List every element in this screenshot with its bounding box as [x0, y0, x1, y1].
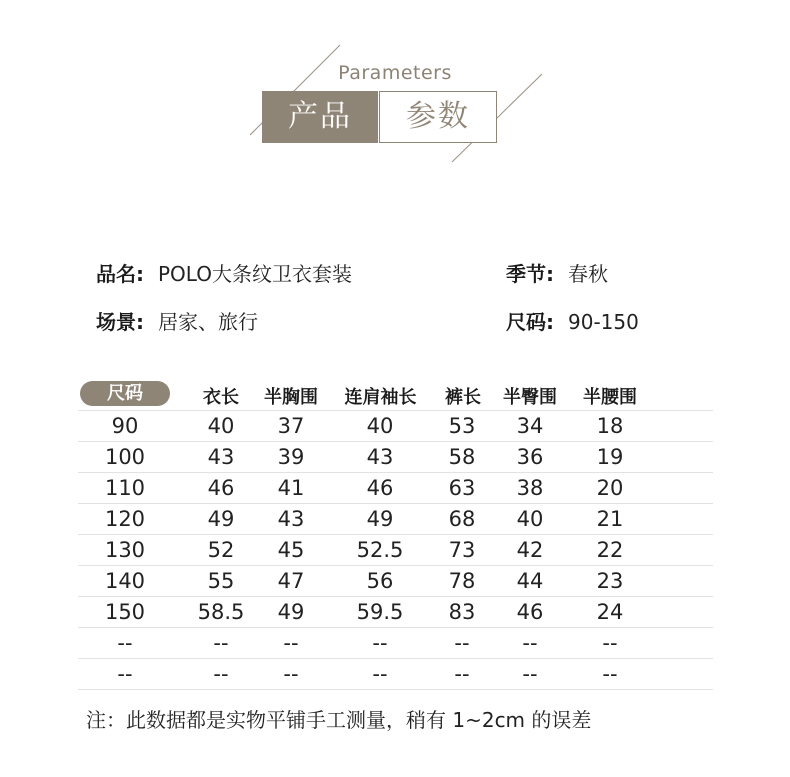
table-cell: 59.5 [356, 600, 404, 624]
table-cell: 23 [596, 569, 624, 593]
table-cell: 37 [277, 414, 305, 438]
size-table-body [78, 411, 713, 690]
header-sleeve-length: 连肩袖长 [344, 387, 417, 408]
table-cell: 56 [366, 569, 394, 593]
info-product-name [96, 258, 352, 287]
table-cell: -- [602, 662, 618, 686]
table-cell: 68 [448, 507, 476, 531]
table-cell: 55 [207, 569, 235, 593]
info-label: 场景: [96, 310, 144, 334]
table-row [78, 411, 713, 442]
table-cell: 52.5 [356, 538, 404, 562]
table-cell: 24 [596, 600, 624, 624]
table-cell: 19 [596, 445, 624, 469]
table-cell: -- [454, 631, 470, 655]
table-cell: -- [283, 631, 299, 655]
table-cell: 18 [596, 414, 624, 438]
table-cell: 47 [277, 569, 305, 593]
table-cell: 38 [516, 476, 544, 500]
table-cell: -- [283, 662, 299, 686]
table-row [78, 504, 713, 535]
table-cell: -- [213, 631, 229, 655]
table-cell: -- [602, 631, 618, 655]
table-row [78, 628, 713, 659]
table-cell: 49 [366, 507, 394, 531]
table-cell: 41 [277, 476, 305, 500]
table-cell: -- [454, 662, 470, 686]
table-cell: 43 [277, 507, 305, 531]
header-length: 衣长 [203, 387, 239, 408]
table-cell: 63 [448, 476, 476, 500]
table-cell: 43 [207, 445, 235, 469]
table-cell: 40 [366, 414, 394, 438]
info-value: 居家、旅行 [158, 310, 258, 334]
table-cell: 100 [104, 445, 146, 469]
header-pants-length: 裤长 [445, 387, 481, 408]
table-row [78, 442, 713, 473]
measurement-note: 注：此数据都是实物平铺手工测量，稍有 1~2cm 的误差 [86, 708, 592, 732]
table-row [78, 473, 713, 504]
table-cell: 53 [448, 414, 476, 438]
info-label: 季节: [506, 262, 554, 286]
table-row [78, 597, 713, 628]
header-half-chest: 半胸围 [264, 387, 318, 408]
table-cell: 58 [448, 445, 476, 469]
table-row [78, 659, 713, 690]
header-half-waist: 半腰围 [583, 387, 637, 408]
table-cell: 49 [277, 600, 305, 624]
info-size-range [506, 306, 639, 335]
table-cell: 150 [104, 600, 146, 624]
parameters-header [0, 0, 790, 170]
table-cell: -- [522, 662, 538, 686]
table-cell: 46 [207, 476, 235, 500]
table-cell: -- [117, 631, 133, 655]
info-value: 90-150 [568, 310, 639, 334]
table-cell: 46 [366, 476, 394, 500]
info-season [506, 258, 608, 287]
size-table-header [78, 379, 713, 411]
table-cell: 45 [277, 538, 305, 562]
table-cell: -- [372, 631, 388, 655]
table-cell: 42 [516, 538, 544, 562]
table-row [78, 535, 713, 566]
table-cell: 49 [207, 507, 235, 531]
info-value: 春秋 [568, 262, 608, 286]
table-cell: 58.5 [197, 600, 245, 624]
table-cell: 83 [448, 600, 476, 624]
info-scene [96, 306, 258, 335]
table-cell: 120 [104, 507, 146, 531]
header-subtitle: Parameters [338, 62, 452, 84]
header-size-pill: 尺码 [80, 381, 170, 406]
info-label: 品名: [96, 262, 144, 286]
table-cell: 39 [277, 445, 305, 469]
header-half-hip: 半臀围 [503, 387, 557, 408]
table-cell: -- [372, 662, 388, 686]
table-cell: 44 [516, 569, 544, 593]
table-cell: 52 [207, 538, 235, 562]
table-cell: 36 [516, 445, 544, 469]
table-cell: 110 [104, 476, 146, 500]
size-table [78, 379, 713, 690]
table-cell: 73 [448, 538, 476, 562]
table-cell: -- [117, 662, 133, 686]
info-label: 尺码: [506, 310, 554, 334]
table-cell: 130 [104, 538, 146, 562]
table-cell: 40 [516, 507, 544, 531]
table-cell: 90 [111, 414, 139, 438]
table-cell: 140 [104, 569, 146, 593]
table-cell: 78 [448, 569, 476, 593]
table-cell: -- [522, 631, 538, 655]
info-value: POLO大条纹卫衣套装 [158, 262, 352, 286]
title-left-box: 产品 [262, 91, 378, 143]
table-cell: 46 [516, 600, 544, 624]
table-cell: -- [213, 662, 229, 686]
table-cell: 21 [596, 507, 624, 531]
table-cell: 22 [596, 538, 624, 562]
table-cell: 40 [207, 414, 235, 438]
header-decoration [0, 0, 790, 170]
table-row [78, 566, 713, 597]
title-right-box: 参数 [379, 91, 497, 143]
table-cell: 43 [366, 445, 394, 469]
table-cell: 34 [516, 414, 544, 438]
table-cell: 20 [596, 476, 624, 500]
